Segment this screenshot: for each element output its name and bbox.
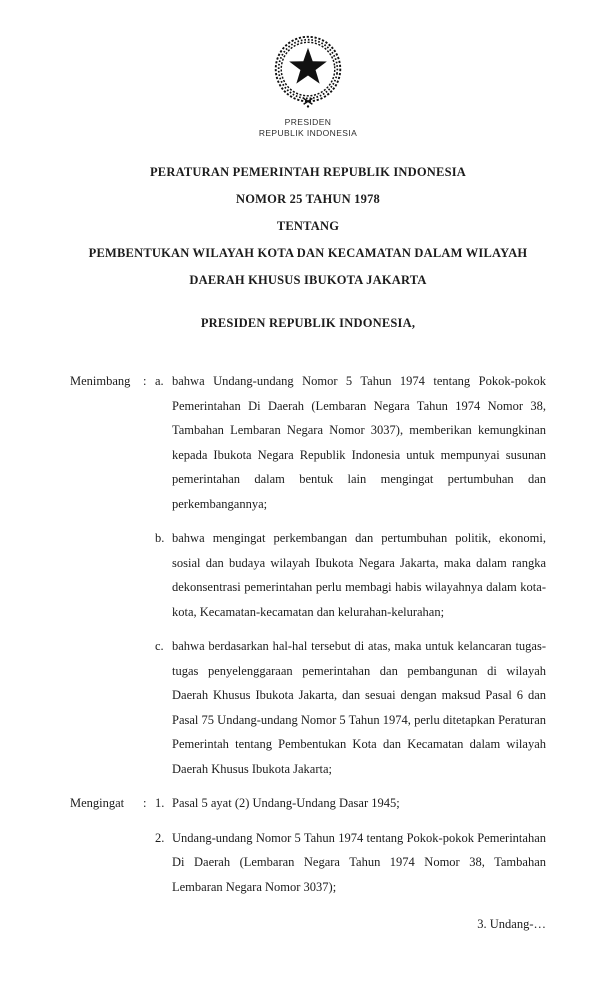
legal-basis-item-2 xyxy=(155,826,546,900)
item-marker: 2. xyxy=(155,830,165,845)
star-wreath-emblem xyxy=(264,32,352,112)
item-marker: 1. xyxy=(155,796,165,810)
item-text: Pasal 5 ayat (2) Undang-Undang Dasar 1945; xyxy=(172,796,400,810)
item-marker: c. xyxy=(155,639,164,653)
title-line-1: PERATURAN PEMERINTAH REPUBLIK INDONESIA xyxy=(149,165,467,179)
item-marker: b. xyxy=(155,531,165,545)
section-colon: : xyxy=(143,374,147,388)
consideration-item-b xyxy=(155,526,546,624)
title-line-4: PEMBENTUKAN WILAYAH KOTA DAN KECAMATAN DALAM WILAYAH xyxy=(88,246,528,260)
item-text: bahwa mengingat perkembangan dan pertumbuhan politik, ekonomi, sosial dan budaya wilayah Ibukota Negara Jakarta, maka dalam rangka dekonsentrasi pemerintahan perlu membagi habis wilayahnya dalam kota-kota, Kecamatan-kecamatan dan kelurahan-kelurahan; xyxy=(172,531,546,619)
preamble-heading: PRESIDEN REPUBLIK INDONESIA, xyxy=(200,316,416,330)
legal-basis-item-1 xyxy=(155,791,546,816)
consideration-item-c xyxy=(155,634,546,781)
document-title xyxy=(70,159,546,294)
section-label: Menimbang xyxy=(70,374,131,388)
item-text: bahwa berdasarkan hal-hal tersebut di atas, maka untuk kelancaran tugas-tugas penyelenggaraan pemerintahan dan pembangunan di wilayah Daerah Khusus Ibukota Jakarta, dan sesuai dengan maksud Pasal 6 dan Pasal 75 Undang-undang Nomor 5 Tahun 1974, perlu ditetapkan Peraturan Pemerintah tentang Pembentukan Kota dan Kecamatan dalam wilayah Daerah Khusus Ibukota Jakarta; xyxy=(172,639,546,776)
section-label: Mengingat xyxy=(70,796,125,810)
section-mengingat xyxy=(70,791,546,909)
letterhead-presiden: PRESIDEN xyxy=(284,117,332,127)
title-line-3: TENTANG xyxy=(276,219,340,233)
consideration-item-a xyxy=(155,369,546,516)
section-colon: : xyxy=(143,796,147,810)
section-menimbang xyxy=(70,369,546,791)
item-text: Undang-undang Nomor 5 Tahun 1974 tentang Pokok-pokok Pemerintahan Di Daerah (Lembaran Negara Tahun 1974 Nomor 38, Tambahan Lembaran Negara Nomor 3037); xyxy=(172,830,546,894)
item-marker: a. xyxy=(155,374,164,388)
title-line-2: NOMOR 25 TAHUN 1978 xyxy=(236,192,380,206)
letterhead-republik-indonesia: REPUBLIK INDONESIA xyxy=(258,128,358,138)
page-catchword: 3. Undang-… xyxy=(477,917,546,931)
item-text: bahwa Undang-undang Nomor 5 Tahun 1974 tentang Pokok-pokok Pemerintahan Di Daerah (Lembaran Negara Tahun 1974 Nomor 38, Tambahan Lembaran Negara Nomor 3037), memberikan kemungkinan kepada Ibukota Negara Republik Indonesia untuk mempunyai susunan pemerintahan dalam bentuk lain mengingat pertumbuhan dan perkembangannya; xyxy=(172,374,546,511)
letterhead xyxy=(70,32,546,117)
title-line-5: DAERAH KHUSUS IBUKOTA JAKARTA xyxy=(189,273,427,287)
document-body xyxy=(70,369,546,909)
